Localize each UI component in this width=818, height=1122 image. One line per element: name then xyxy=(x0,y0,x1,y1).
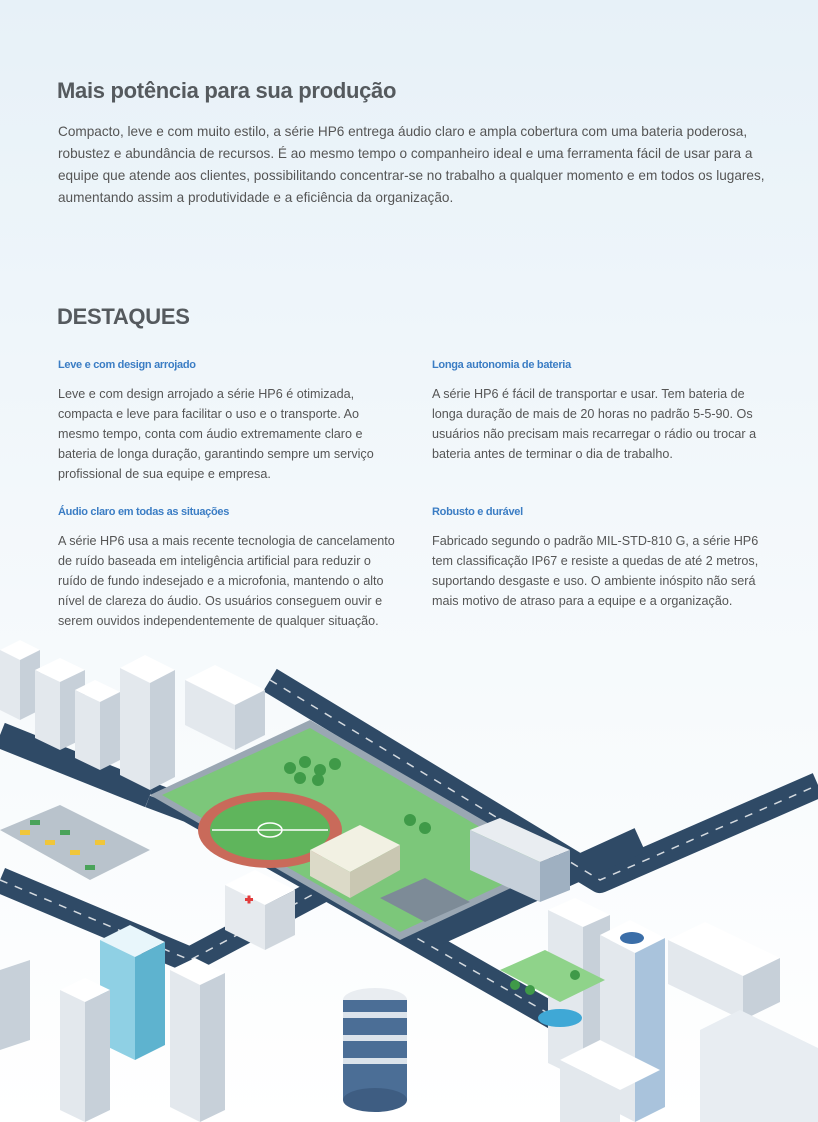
right-skyline xyxy=(548,898,818,1122)
intro-title: Mais potência para sua produção xyxy=(57,78,397,103)
feature-body: A série HP6 usa a mais recente tecnologia de cancelamento de ruído baseada em inteligência artificial para reduzir o ruído de fundo indesejado e a microfonia, mantendo o alto nível de clareza do áudio. Os usuários conseguem ouvir e serem ouvidos independentemente de qualquer situação. xyxy=(58,534,395,628)
feature-body: Leve e com design arrojado a série HP6 é otimizada, compacta e leve para facilitar o uso e o transporte. Ao mesmo tempo, conta com áudio extremamente claro e bateria de longa duração, garantindo sempre um serviço profissional de sua equipe e empresa. xyxy=(58,387,374,481)
feature-heading: Longa autonomia de bateria xyxy=(432,359,571,371)
feature-rugged xyxy=(432,506,772,611)
isometric-city-illustration xyxy=(0,640,818,1122)
feature-audio xyxy=(58,506,398,631)
feature-heading: Robusto e durável xyxy=(432,506,523,518)
round-tower xyxy=(343,988,407,1112)
feature-heading: Áudio claro em todas as situações xyxy=(58,506,230,518)
parking-lot xyxy=(0,805,150,880)
feature-lightweight xyxy=(58,359,398,484)
highlights-title: DESTAQUES xyxy=(57,304,190,329)
feature-battery xyxy=(432,359,772,464)
feature-body: Fabricado segundo o padrão MIL-STD-810 G, a série HP6 tem classificação IP67 e resiste a quedas de até 2 metros, suportando desgaste e uso. O ambiente inóspito não será mais motivo de atraso para a equipe e a organização. xyxy=(432,534,759,608)
feature-body: A série HP6 é fácil de transportar e usar. Tem bateria de longa duração de mais de 20 horas no padrão 5-5-90. Os usuários não precisam mais recarregar o rádio ou trocar a bateria antes de terminar o dia de trabalho. xyxy=(432,387,757,461)
feature-heading: Leve e com design arrojado xyxy=(58,359,196,371)
intro-paragraph: Compacto, leve e com muito estilo, a série HP6 entrega áudio claro e ampla cobertura com uma bateria poderosa, robustez e abundância de recursos. É ao mesmo tempo o companheiro ideal e uma ferramenta fácil de usar para a equipe que atende aos clientes, possibilitando concentrar-se no trabalho a qualquer momento e em todos os lugares, aumentando assim a produtividade e a eficiência da organização. xyxy=(58,124,765,205)
